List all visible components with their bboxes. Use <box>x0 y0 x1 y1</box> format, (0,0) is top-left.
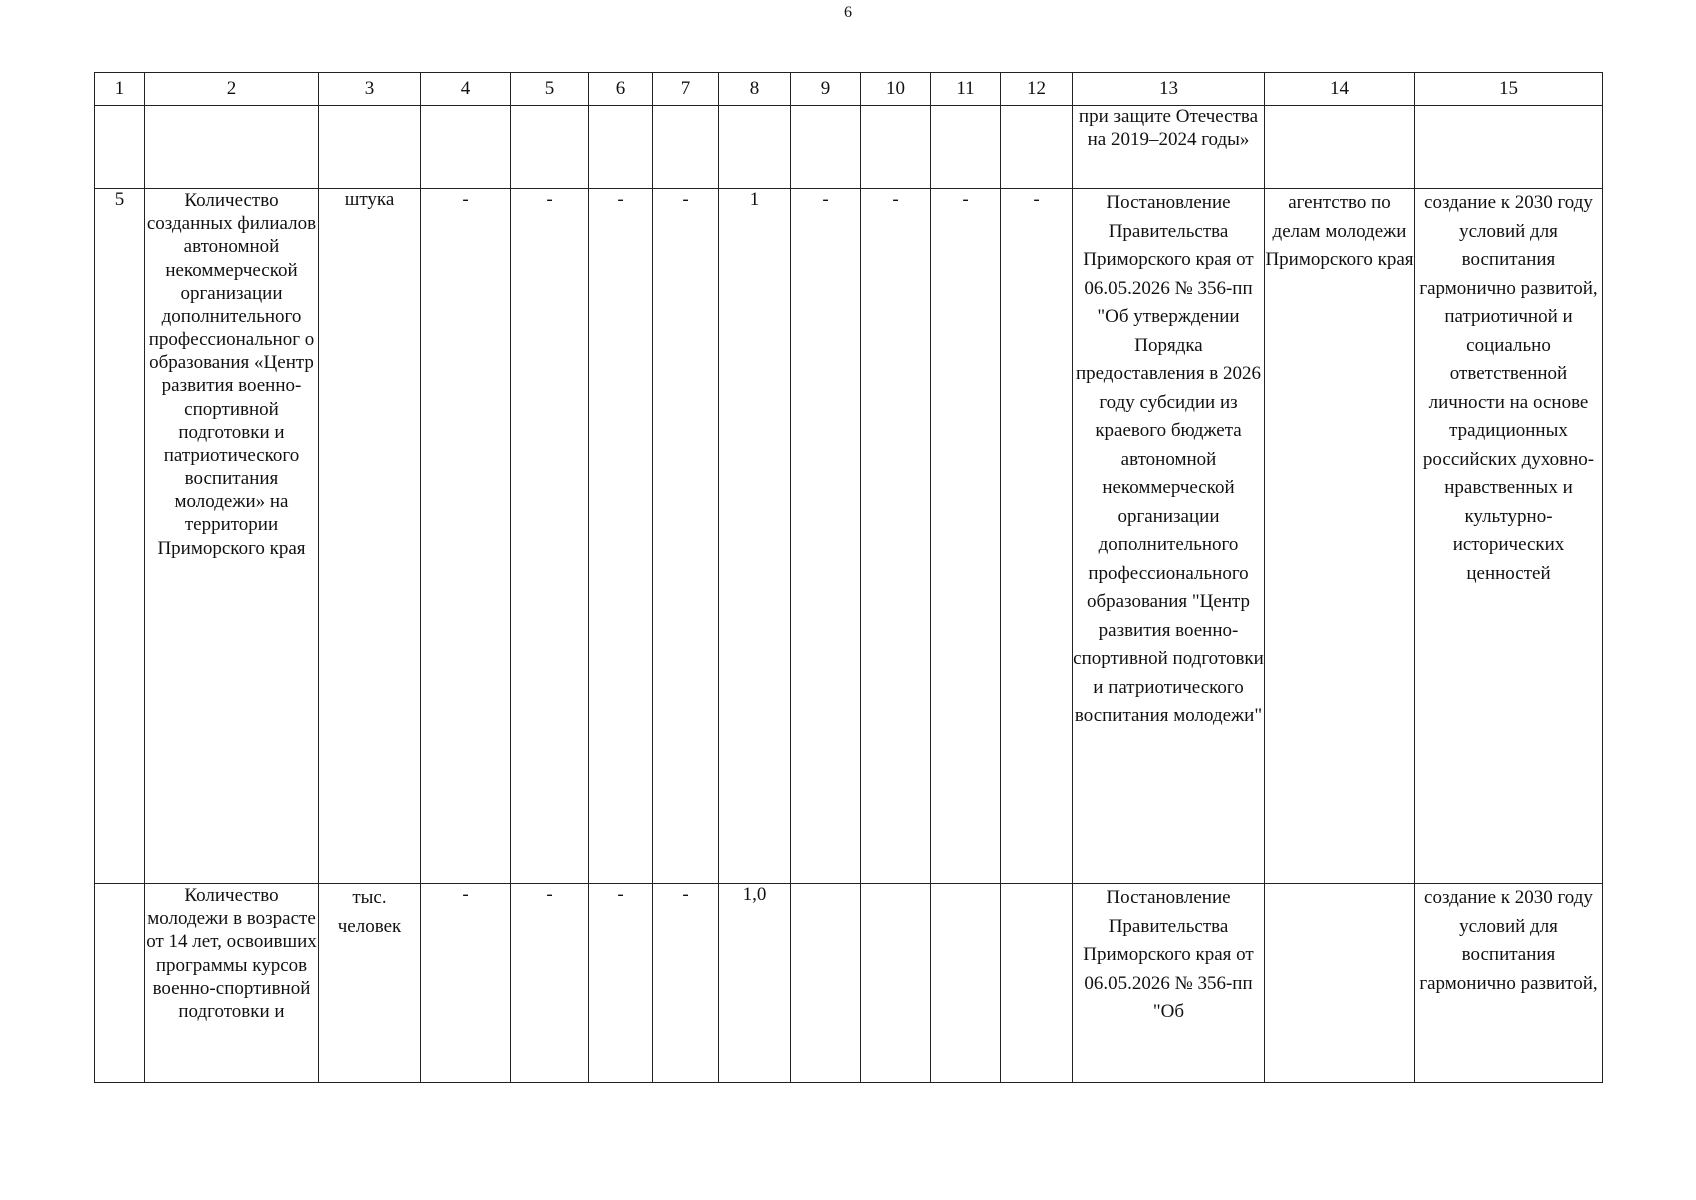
value-cell: - <box>653 189 719 884</box>
responsible-body <box>1265 884 1415 1083</box>
goal-description: создание к 2030 году условий для воспитания гармонично развитой, <box>1415 884 1603 1083</box>
unit-of-measure: штука <box>319 189 421 884</box>
responsible-body: агентство по делам молодежи Приморского края <box>1265 189 1415 884</box>
value-cell: - <box>589 189 653 884</box>
header-cell: 6 <box>589 73 653 106</box>
page-number: 6 <box>844 4 852 21</box>
value-cell: - <box>791 189 861 884</box>
table-row <box>95 189 1603 884</box>
header-cell: 11 <box>931 73 1001 106</box>
empty-cell <box>653 106 719 189</box>
header-cell: 7 <box>653 73 719 106</box>
indicators-table <box>94 72 1603 1083</box>
value-cell <box>931 884 1001 1083</box>
empty-cell <box>511 106 589 189</box>
header-cell: 15 <box>1415 73 1603 106</box>
table-row <box>95 884 1603 1083</box>
header-cell: 13 <box>1073 73 1265 106</box>
goal-description: создание к 2030 году условий для воспитания гармонично развитой, патриотичной и социально ответственной личности на основе традиционных российских духовно-нравственных и культурно-исторических ценностей <box>1415 189 1603 884</box>
row-number: 5 <box>95 189 145 884</box>
empty-cell <box>95 106 145 189</box>
value-cell <box>861 884 931 1083</box>
header-cell: 9 <box>791 73 861 106</box>
header-cell: 5 <box>511 73 589 106</box>
value-cell <box>1001 884 1073 1083</box>
row-number <box>95 884 145 1083</box>
header-cell: 10 <box>861 73 931 106</box>
document-continuation: при защите Отечества на 2019–2024 годы» <box>1073 106 1265 189</box>
empty-cell <box>1265 106 1415 189</box>
empty-cell <box>421 106 511 189</box>
legal-document: Постановление Правительства Приморского края от 06.05.2026 № 356-пп "Об <box>1073 884 1265 1083</box>
empty-cell <box>1415 106 1603 189</box>
empty-cell <box>931 106 1001 189</box>
value-cell: - <box>931 189 1001 884</box>
value-cell: - <box>653 884 719 1083</box>
header-cell: 4 <box>421 73 511 106</box>
value-cell: - <box>1001 189 1073 884</box>
legal-document: Постановление Правительства Приморского края от 06.05.2026 № 356-пп "Об утверждении Порядка предоставления в 2026 году субсидии из краевого бюджета автономной некоммерческой организации дополнительного профессионального образования "Центр развития военно-спортивной подготовки и патриотического воспитания молодежи" <box>1073 189 1265 884</box>
header-cell: 1 <box>95 73 145 106</box>
indicator-name: Количество молодежи в возрасте от 14 лет, освоивших программы курсов военно-спортивной подготовки и <box>145 884 319 1083</box>
empty-cell <box>145 106 319 189</box>
value-cell: - <box>511 884 589 1083</box>
empty-cell <box>791 106 861 189</box>
value-cell: - <box>861 189 931 884</box>
empty-cell <box>589 106 653 189</box>
unit-of-measure: тыс. человек <box>319 884 421 1083</box>
empty-cell <box>1001 106 1073 189</box>
value-cell: 1 <box>719 189 791 884</box>
indicator-name: Количество созданных филиалов автономной некоммерческой организации дополнительного профессиональног о образования «Центр развития военно-спортивной подготовки и патриотического воспитания молодежи» на территории Приморского края <box>145 189 319 884</box>
header-cell: 2 <box>145 73 319 106</box>
header-cell: 14 <box>1265 73 1415 106</box>
header-row <box>95 73 1603 106</box>
header-cell: 12 <box>1001 73 1073 106</box>
empty-cell <box>319 106 421 189</box>
value-cell: - <box>421 884 511 1083</box>
value-cell: - <box>511 189 589 884</box>
value-cell: - <box>589 884 653 1083</box>
value-cell <box>791 884 861 1083</box>
empty-cell <box>719 106 791 189</box>
value-cell: 1,0 <box>719 884 791 1083</box>
header-cell: 8 <box>719 73 791 106</box>
value-cell: - <box>421 189 511 884</box>
empty-cell <box>861 106 931 189</box>
header-cell: 3 <box>319 73 421 106</box>
continuation-row <box>95 106 1603 189</box>
